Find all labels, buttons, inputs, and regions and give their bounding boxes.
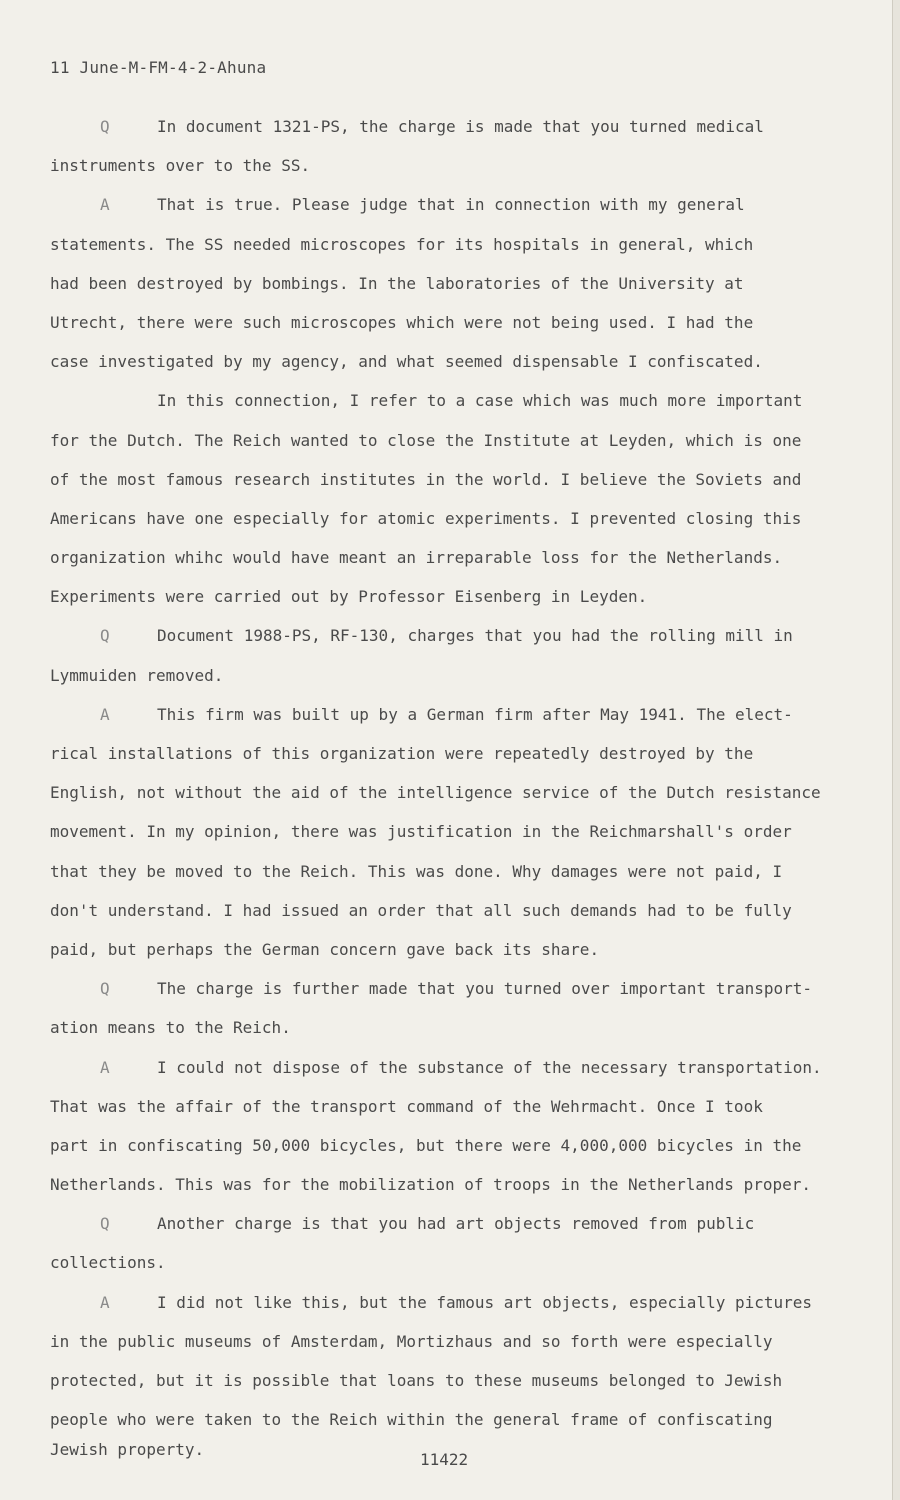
line-text: Netherlands. This was for the mobilization of troops in the Netherlands proper.	[50, 1175, 811, 1195]
line-text: protected, but it is possible that loans to these museums belonged to Jewish	[50, 1371, 783, 1390]
document-body	[50, 107, 840, 1439]
line-text: for the Dutch. The Reich wanted to close the Institute at Leyden, which is one	[50, 430, 802, 450]
text-line	[50, 1243, 840, 1282]
text-line	[50, 656, 840, 695]
line-text: I could not dispose of the substance of the necessary transportation.	[157, 1057, 822, 1077]
page-number: 11422	[420, 1450, 469, 1469]
text-line	[50, 852, 840, 891]
text-line	[50, 616, 840, 655]
text-line	[50, 342, 840, 381]
line-text: people who were taken to the Reich within the general frame of confiscating	[50, 1410, 773, 1430]
line-text: part in confiscating 50,000 bicycles, but there were 4,000,000 bicycles in the	[50, 1135, 802, 1155]
text-line	[50, 421, 840, 460]
speaker-marker: A	[100, 1292, 110, 1312]
text-line	[50, 577, 840, 616]
line-text: don't understand. I had issued an order that all such demands had to be fully	[50, 900, 792, 920]
text-line	[50, 264, 840, 303]
text-line	[50, 303, 840, 342]
line-text: The charge is further made that you turned over important transport-	[157, 979, 813, 999]
line-text: Utrecht, there were such microscopes which were not being used. I had the	[50, 312, 754, 332]
text-line	[50, 812, 840, 851]
text-line	[50, 1165, 840, 1204]
line-text: of the most famous research institutes in the world. I believe the Soviets and	[50, 469, 802, 489]
line-text: That is true. Please judge that in connection with my general	[157, 195, 745, 215]
line-text: I did not like this, but the famous art objects, especially pictures	[157, 1292, 813, 1312]
line-text: rical installations of this organization were repeatedly destroyed by the	[50, 744, 754, 763]
line-text: organization whihc would have meant an irreparable loss for the Netherlands.	[50, 548, 783, 568]
line-text: in the public museums of Amsterdam, Mortizhaus and so forth were especially	[50, 1331, 773, 1351]
line-text: English, not without the aid of the intelligence service of the Dutch resistance	[50, 783, 821, 803]
speaker-marker: Q	[100, 979, 110, 999]
speaker-marker: Q	[100, 626, 110, 646]
line-text: statements. The SS needed microscopes for its hospitals in general, which	[50, 234, 754, 254]
line-text: That was the affair of the transport command of the Wehrmacht. Once I took	[50, 1096, 763, 1116]
line-text: instruments over to the SS.	[50, 156, 311, 176]
line-text: Lymmuiden removed.	[50, 665, 224, 685]
text-line	[50, 969, 840, 1008]
line-text: Americans have one especially for atomic experiments. I prevented closing this	[50, 508, 802, 528]
text-line	[50, 499, 840, 538]
line-text: In document 1321-PS, the charge is made that you turned medical	[157, 117, 764, 136]
text-line	[50, 146, 840, 185]
text-line	[50, 734, 840, 773]
text-line	[50, 1087, 840, 1126]
last-line: Jewish property.	[50, 1440, 205, 1459]
line-text: had been destroyed by bombings. In the laboratories of the University at	[50, 273, 744, 293]
line-text: In this connection, I refer to a case which was much more important	[157, 391, 803, 411]
speaker-marker: A	[100, 1057, 110, 1077]
line-text: movement. In my opinion, there was justification in the Reichmarshall's order	[50, 822, 792, 842]
line-text: Another charge is that you had art objects removed from public	[157, 1214, 755, 1234]
text-line	[50, 107, 840, 146]
line-text: collections.	[50, 1253, 166, 1273]
text-line	[50, 225, 840, 264]
text-line	[50, 930, 840, 969]
text-line	[50, 1283, 840, 1322]
text-line	[50, 185, 840, 224]
text-line	[50, 695, 840, 734]
text-line	[50, 1322, 840, 1361]
speaker-marker: A	[100, 704, 110, 724]
text-line	[50, 1361, 840, 1400]
text-line	[50, 1008, 840, 1047]
speaker-marker: A	[100, 195, 110, 215]
line-text: case investigated by my agency, and what seemed dispensable I confiscated.	[50, 352, 763, 372]
line-text: ation means to the Reich.	[50, 1018, 291, 1038]
text-line	[50, 1400, 840, 1439]
text-line	[50, 1048, 840, 1087]
speaker-marker: Q	[100, 1214, 110, 1234]
text-line	[50, 381, 840, 420]
text-line	[50, 1126, 840, 1165]
document-header: 11 June-M-FM-4-2-Ahuna	[50, 58, 267, 77]
text-line	[50, 460, 840, 499]
text-line	[50, 538, 840, 577]
speaker-marker: Q	[100, 117, 110, 136]
line-text: Experiments were carried out by Professor Eisenberg in Leyden.	[50, 587, 648, 607]
line-text: that they be moved to the Reich. This was done. Why damages were not paid, I	[50, 861, 783, 881]
text-line	[50, 773, 840, 812]
line-text: paid, but perhaps the German concern gave back its share.	[50, 939, 600, 959]
line-text: This firm was built up by a German firm after May 1941. The elect-	[157, 704, 793, 724]
line-text: Document 1988-PS, RF-130, charges that you had the rolling mill in	[157, 626, 793, 646]
text-line	[50, 1204, 840, 1243]
text-line	[50, 891, 840, 930]
